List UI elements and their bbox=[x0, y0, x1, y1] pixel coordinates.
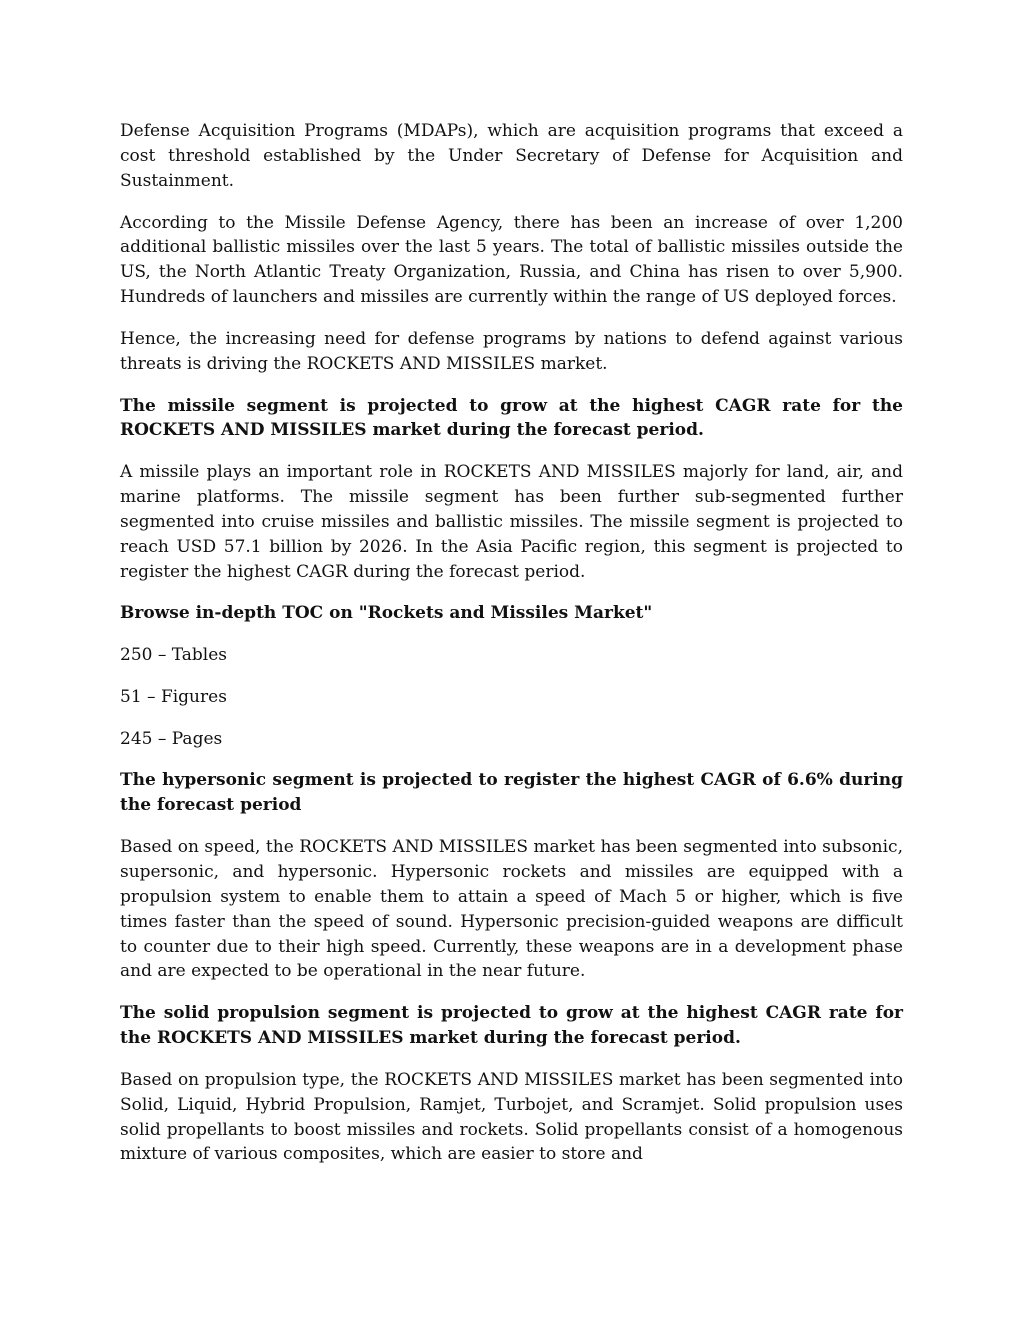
heading-hypersonic-segment: The hypersonic segment is projected to register the highest CAGR of 6.6% during the forecast period bbox=[120, 770, 903, 816]
paragraph-missile-defense-agency: According to the Missile Defense Agency, there has been an increase of over 1,200 additional ballistic missiles over the last 5 years. The total of ballistic missiles outside the US, the North Atlantic Treaty Organization, Russia, and China has risen to over 5,900. Hundreds of launchers and missiles are currently within the range of US deployed forces. bbox=[120, 212, 903, 308]
paragraph-missile-segment: A missile plays an important role in ROCKETS AND MISSILES majorly for land, air, and marine platforms. The missile segment has been further sub-segmented further segmented into cruise missiles and ballistic missiles. The missile segment is projected to reach USD 57.1 billion by 2026. In the Asia Pacific region, this segment is projected to register the highest CAGR during the forecast period. bbox=[120, 462, 903, 582]
paragraph-speed-segmentation: Based on speed, the ROCKETS AND MISSILES market has been segmented into subsonic, supersonic, and hypersonic. Hypersonic rockets and missiles are equipped with a propulsion system to enable them to attain a speed of Mach 5 or higher, which is five times faster than the speed of sound. Hypersonic precision-guided weapons are difficult to counter due to their high speed. Currently, these weapons are in a development phase and are expected to be operational in the near future. bbox=[120, 836, 903, 982]
paragraph-mdaps-definition: Defense Acquisition Programs (MDAPs), which are acquisition programs that exceed a cost threshold established by the Under Secretary of Defense for Acquisition and Sustainment. bbox=[120, 121, 903, 191]
paragraph-market-driver: Hence, the increasing need for defense programs by nations to defend against various threats is driving the ROCKETS AND MISSILES market. bbox=[120, 328, 903, 374]
toc-tables-count: 250 – Tables bbox=[120, 645, 228, 666]
heading-missile-segment: The missile segment is projected to grow at the highest CAGR rate for the ROCKETS AND MISSILES market during the forecast period. bbox=[120, 395, 903, 441]
toc-pages-count: 245 – Pages bbox=[120, 728, 223, 749]
paragraph-propulsion-type: Based on propulsion type, the ROCKETS AND MISSILES market has been segmented into Solid, Liquid, Hybrid Propulsion, Ramjet, Turbojet, and Scramjet. Solid propulsion uses solid propellants to boost missiles and rockets. Solid propellants consist of a homogenous mixture of various composites, which are easier to store and bbox=[120, 1069, 903, 1165]
heading-browse-toc: Browse in-depth TOC on "Rockets and Missiles Market" bbox=[120, 603, 653, 624]
heading-solid-propulsion: The solid propulsion segment is projected to grow at the highest CAGR rate for the ROCKETS AND MISSILES market during the forecast period. bbox=[120, 1003, 903, 1049]
toc-figures-count: 51 – Figures bbox=[120, 686, 227, 707]
document-page bbox=[120, 119, 903, 1184]
